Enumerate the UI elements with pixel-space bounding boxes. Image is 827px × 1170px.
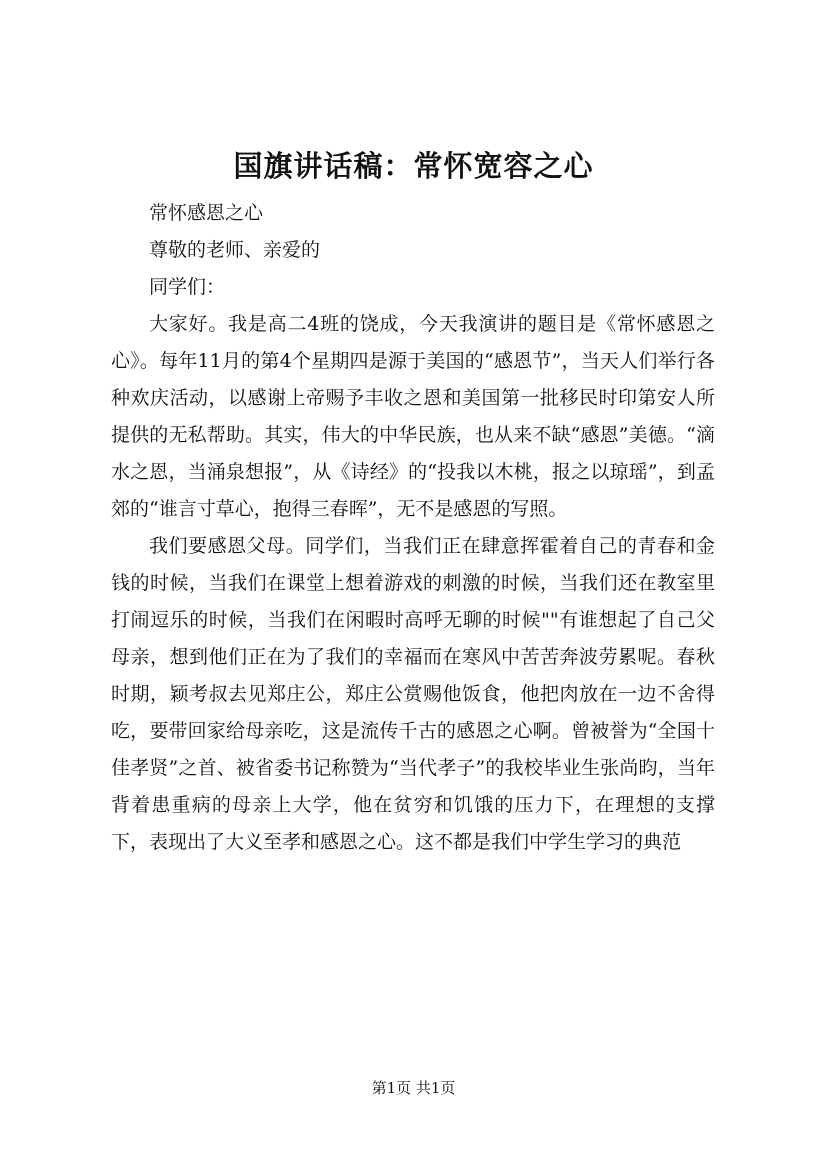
paragraph-subtitle: 常怀感恩之心 — [149, 202, 264, 224]
document-body — [111, 195, 715, 861]
page-footer: 第1页 共1页 — [371, 1079, 456, 1097]
paragraph-salutation: 尊敬的老师、亲爱的 — [149, 239, 321, 261]
paragraph-parents: 我们要感恩父母。同学们，当我们正在肆意挥霍着自己的青春和金钱的时候，当我们在课堂上想着游戏的刺激的时候，当我们还在教室里打闹逗乐的时候，当我们在闲暇时高呼无聊的时候""有谁想起了自己父母亲，想到他们正在为了我们的幸福而在寒风中苦苦奔波劳累呢。春秋时期，颖考叔去见郑庄公，郑庄公赏赐他饭食，他把肉放在一边不舍得吃，要带回家给母亲吃，这是流传千古的感恩之心啊。曾被誉为“全国十佳孝贤”之首、被省委书记称赞为“当代孝子”的我校毕业生张尚昀，当年背着患重病的母亲上大学，他在贫穷和饥饿的压力下，在理想的支撑下，表现出了大义至孝和感恩之心。这不都是我们中学生学习的典范 — [111, 535, 715, 853]
document-title: 国旗讲话稿：常怀宽容之心 — [233, 149, 594, 183]
paragraph-salutation-cont: 同学们： — [149, 276, 226, 298]
paragraph-intro: 大家好。我是高二4班的饶成，今天我演讲的题目是《常怀感恩之心》。每年11月的第4个星期四是源于美国的“感恩节”，当天人们举行各种欢庆活动，以感谢上帝赐予丰收之恩和美国第一批移民时印第安人所提供的无私帮助。其实，伟大的中华民族，也从来不缺“感恩”美德。“滴水之恩，当涌泉想报”，从《诗经》的“投我以木桃，报之以琼瑶”，到孟郊的“谁言寸草心，抱得三春晖”，无不是感恩的写照。 — [111, 313, 715, 520]
